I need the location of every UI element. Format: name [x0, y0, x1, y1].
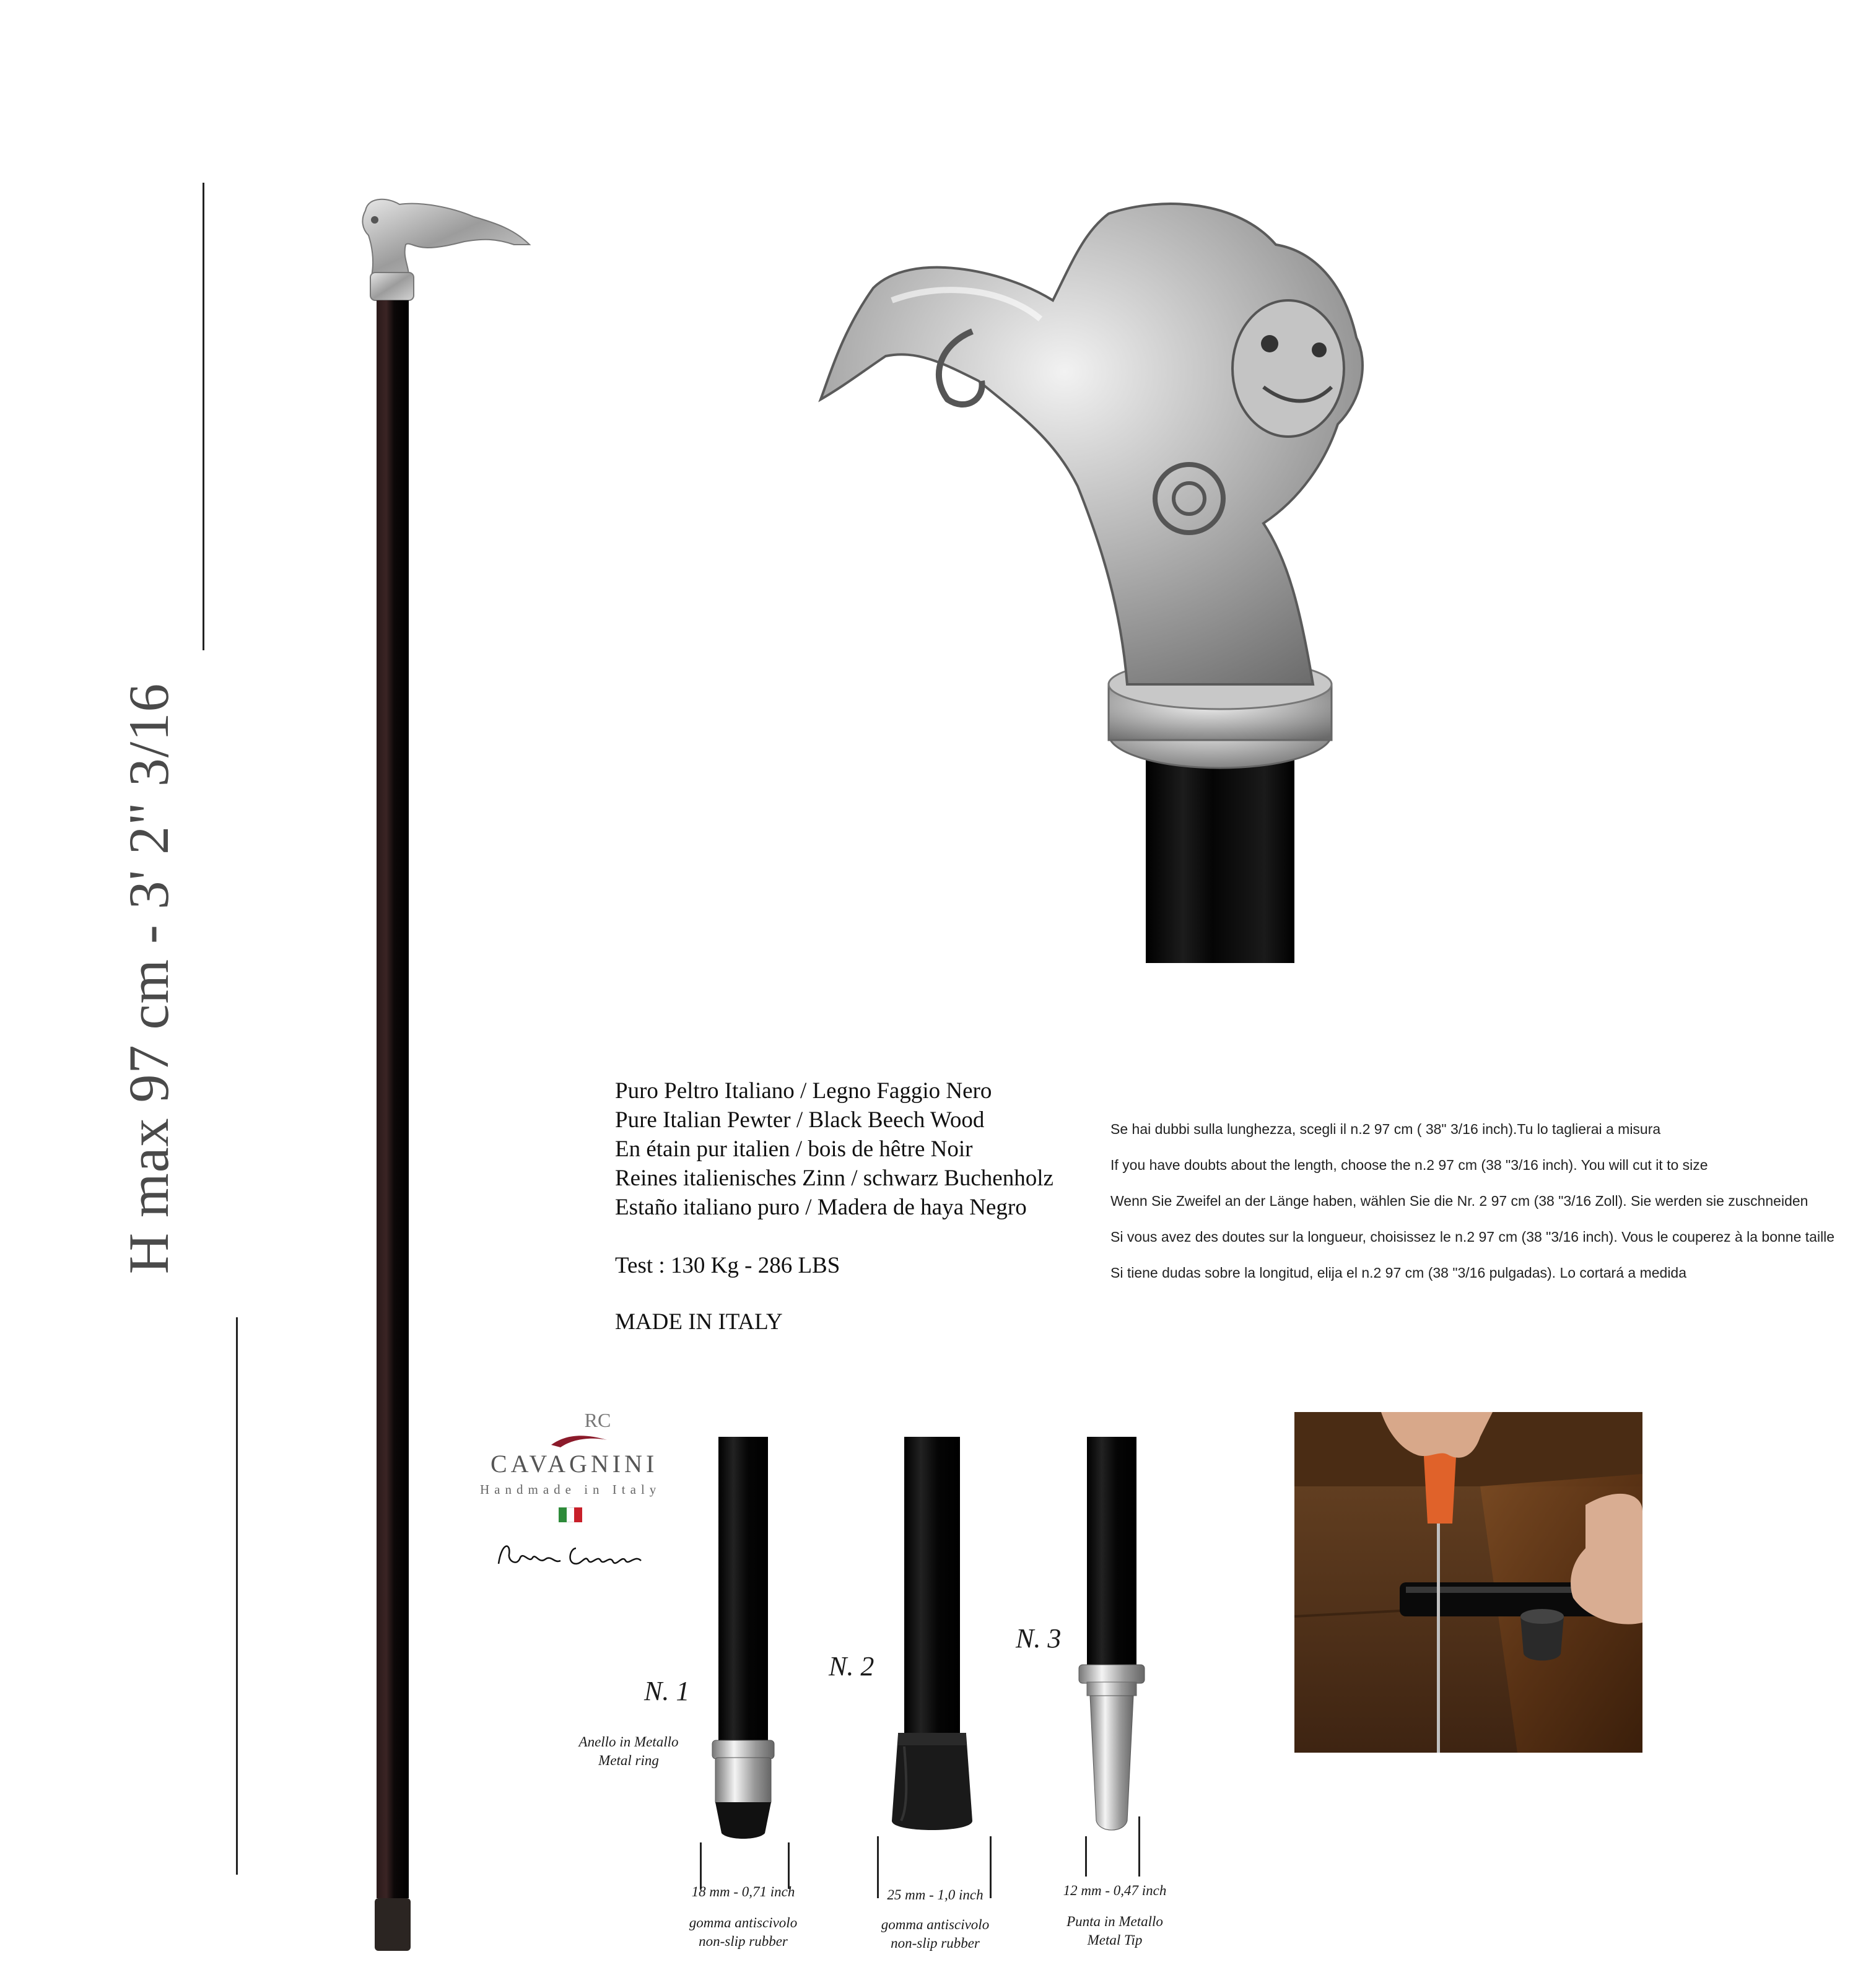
tip-3-description: [1034, 1912, 1195, 1950]
length-notes: [1110, 1120, 1841, 1299]
tip-1-annotation-line: Metal ring: [598, 1753, 659, 1768]
tip-3-image: [1065, 1437, 1158, 1833]
cutting-cane-photo: [1294, 1412, 1642, 1753]
height-dimension-line-bottom: [236, 1317, 238, 1875]
length-note: If you have doubts about the length, choose the n.2 97 cm (38 "3/16 inch). You will cut it to size: [1110, 1157, 1708, 1173]
tip-2-description: [855, 1916, 1016, 1953]
material-line: Pure Italian Pewter / Black Beech Wood: [615, 1107, 985, 1133]
tip-1-annotation: [564, 1733, 694, 1770]
length-note: Wenn Sie Zweifel an der Länge haben, wählen Sie die Nr. 2 97 cm (38 "3/16 Zoll). Sie werden sie zuschneiden: [1110, 1193, 1808, 1209]
materials-list: [615, 1076, 1053, 1222]
load-test-text: Test : 130 Kg - 286 LBS: [615, 1253, 840, 1278]
tip-3-description-line: Punta in Metallo: [1066, 1914, 1163, 1929]
tip-2-description-line: non-slip rubber: [891, 1935, 980, 1951]
italian-flag-icon: [559, 1507, 582, 1522]
tip-3-size: 12 mm - 0,47 inch: [1063, 1883, 1167, 1898]
brand-name: CAVAGNINI: [491, 1450, 658, 1478]
length-note: Se hai dubbi sulla lunghezza, scegli il n.2 97 cm ( 38" 3/16 inch).Tu lo taglierai a misura: [1110, 1121, 1661, 1137]
height-label: H max 97 cm - 3' 2" 3/16: [117, 682, 180, 1275]
tip-1-description-line: gomma antiscivolo: [689, 1915, 798, 1930]
tip-1-size: 18 mm - 0,71 inch: [691, 1884, 795, 1899]
material-line: Estaño italiano puro / Madera de haya Negro: [615, 1195, 1027, 1220]
tip-1-width-line-right: [788, 1842, 790, 1889]
brand-signature: [495, 1536, 650, 1573]
tip-1-image: [691, 1437, 796, 1839]
length-note: Si vous avez des doutes sur la longueur, choisissez le n.2 97 cm (38 "3/16 inch). Vous le couperez à la bonne taille: [1110, 1229, 1835, 1245]
height-dimension-line-top: [203, 183, 204, 650]
material-line: Reines italienisches Zinn / schwarz Buchenholz: [615, 1166, 1053, 1191]
length-note: Si tiene dudas sobre la longitud, elija el n.2 97 cm (38 "3/16 pulgadas). Lo cortará a medida: [1110, 1265, 1687, 1281]
tip-2-image: [873, 1437, 991, 1839]
tip-3-width-line-right: [1138, 1816, 1140, 1877]
handle-closeup-image: [818, 177, 1387, 963]
tip-2-number: N. 2: [829, 1651, 874, 1681]
brand-monogram: RC: [584, 1409, 611, 1431]
tip-2-description-line: gomma antiscivolo: [881, 1917, 990, 1932]
tip-2-size: 25 mm - 1,0 inch: [887, 1887, 984, 1903]
brand-tagline: Handmade in Italy: [480, 1482, 661, 1497]
tip-1-number: N. 1: [644, 1676, 690, 1706]
tip-3-width-line-left: [1085, 1836, 1087, 1877]
tip-1-description: [663, 1914, 824, 1951]
tip-1-annotation-line: Anello in Metallo: [578, 1734, 679, 1750]
full-cane-image: [347, 186, 545, 1957]
material-line: Puro Peltro Italiano / Legno Faggio Nero: [615, 1078, 992, 1104]
tip-3-description-line: Metal Tip: [1087, 1932, 1143, 1948]
brand-swoosh-icon: [548, 1434, 610, 1449]
tip-3-number: N. 3: [1016, 1623, 1062, 1654]
tip-1-description-line: non-slip rubber: [699, 1934, 788, 1949]
made-in-italy-text: MADE IN ITALY: [615, 1309, 783, 1335]
material-line: En étain pur italien / bois de hêtre Noir: [615, 1136, 973, 1162]
tip-1-width-line-left: [700, 1842, 702, 1889]
